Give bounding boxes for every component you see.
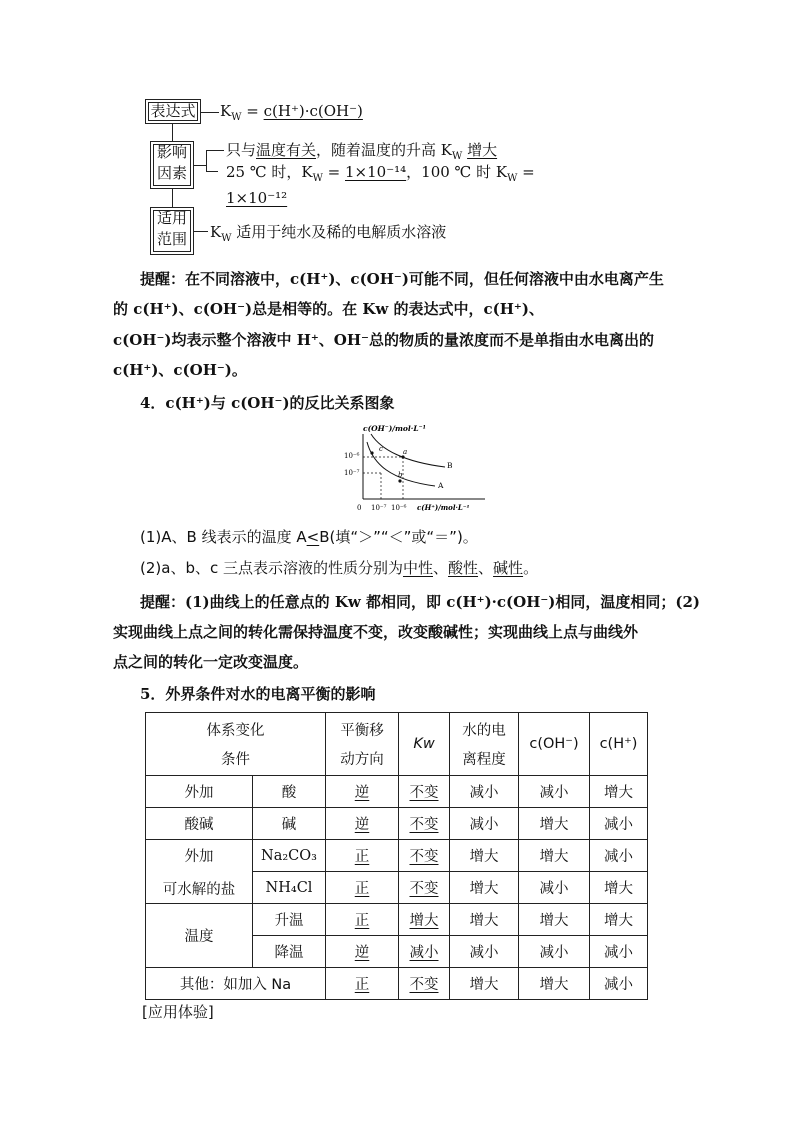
cell-dir: 正 xyxy=(326,872,399,904)
chart-xtick-2: 10⁻⁶ xyxy=(391,504,407,512)
tip2-line2: 实现曲线上点之间的转化需保持温度不变，改变酸碱性；实现曲线上点与曲线外 xyxy=(113,623,639,641)
label-A: A xyxy=(438,481,444,490)
table-row xyxy=(146,776,648,808)
cell-kw: 增大 xyxy=(399,904,450,936)
tip1-line2: 的 c(H⁺)、c(OH⁻)总是相等的。在 Kw 的表达式中，c(H⁺)、 xyxy=(113,300,544,318)
label-a: a xyxy=(403,448,408,456)
point-c xyxy=(370,451,373,454)
cell-kw: 不变 xyxy=(399,968,450,1000)
cell-dir: 逆 xyxy=(326,808,399,840)
water-ionization-table xyxy=(145,712,648,1000)
bracket-stem xyxy=(194,165,206,166)
cell-oh: 增大 xyxy=(519,904,590,936)
cell-kw: 不变 xyxy=(399,776,450,808)
cell-dir: 正 xyxy=(326,968,399,1000)
cell-sub: 碱 xyxy=(253,808,326,840)
cell-h: 减小 xyxy=(590,840,648,872)
table-row xyxy=(146,840,648,872)
cell-deg: 减小 xyxy=(450,936,519,968)
cell-kw: 不变 xyxy=(399,808,450,840)
header-h: c(H⁺) xyxy=(590,713,648,776)
connector-line xyxy=(201,112,219,113)
table-row xyxy=(146,968,648,1000)
point-b xyxy=(398,479,401,482)
table-header-row xyxy=(146,713,648,776)
bracket-top xyxy=(206,150,224,151)
section5-heading: 5．外界条件对水的电离平衡的影响 xyxy=(140,685,376,703)
cell-oh: 减小 xyxy=(519,872,590,904)
label-B: B xyxy=(447,461,453,470)
cell-oh: 减小 xyxy=(519,776,590,808)
cell-deg: 减小 xyxy=(450,776,519,808)
tip1-line3: c(OH⁻)均表示整个溶液中 H⁺、OH⁻总的物质的量浓度而不是单指由水电离出的 xyxy=(113,331,654,349)
group-acid-base-1: 外加 xyxy=(146,776,253,808)
cell-kw: 不变 xyxy=(399,872,450,904)
chart-xlabel: c(H⁺)/mol·L⁻¹ xyxy=(417,503,470,512)
cell-kw: 减小 xyxy=(399,936,450,968)
label-c: c xyxy=(379,445,383,453)
cell-h: 减小 xyxy=(590,936,648,968)
tip1-line4: c(H⁺)、c(OH⁻)。 xyxy=(113,361,247,379)
cell-h: 增大 xyxy=(590,776,648,808)
expression-label-box xyxy=(145,99,201,124)
application-label: [应用体验] xyxy=(142,1003,214,1021)
cell-kw: 不变 xyxy=(399,840,450,872)
tip2-line1: 提醒：(1)曲线上的任意点的 Kw 都相同，即 c(H⁺)·c(OH⁻)相同，温度相同；(2) xyxy=(140,593,701,611)
header-oh: c(OH⁻) xyxy=(519,713,590,776)
cell-dir: 逆 xyxy=(326,936,399,968)
cell-deg: 减小 xyxy=(450,808,519,840)
group-temperature: 温度 xyxy=(146,904,253,968)
cell-deg: 增大 xyxy=(450,968,519,1000)
cell-h: 减小 xyxy=(590,808,648,840)
cell-oh: 增大 xyxy=(519,968,590,1000)
kw-expression: $K_W = c(H^+)\cdot c(OH^-)$ xyxy=(220,102,363,123)
scope-connector xyxy=(194,231,208,232)
inverse-relation-chart xyxy=(335,420,495,520)
tip1-line1: 提醒：在不同溶液中，c(H⁺)、c(OH⁻)可能不同，但任何溶液中由水电离产生 xyxy=(140,270,664,288)
cell-sub: 降温 xyxy=(253,936,326,968)
cell-other-condition: 其他：如加入 Na xyxy=(146,968,326,1000)
table-row xyxy=(146,808,648,840)
section4-heading: 4．c(H⁺)与 c(OH⁻)的反比关系图象 xyxy=(140,394,395,412)
factor-label-box: 影响 因素 xyxy=(150,141,194,189)
scope-label-box: 适用 范围 xyxy=(150,207,194,255)
cell-deg: 增大 xyxy=(450,904,519,936)
scope-text: $K_W$ 适用于纯水及稀的电解质水溶液 xyxy=(210,223,447,244)
vertical-connector xyxy=(172,124,173,141)
cell-dir: 逆 xyxy=(326,776,399,808)
cell-h: 减小 xyxy=(590,968,648,1000)
expression-label: 表达式 xyxy=(150,102,196,120)
tip2-line3: 点之间的转化一定改变温度。 xyxy=(113,653,309,671)
chart-xtick-1: 10⁻⁷ xyxy=(371,504,387,512)
bracket-bottom xyxy=(206,171,218,172)
table-row xyxy=(146,904,648,936)
group-acid-base-2: 酸碱 xyxy=(146,808,253,840)
cell-deg: 增大 xyxy=(450,840,519,872)
cell-dir: 正 xyxy=(326,840,399,872)
factor-line-1: 只与温度有关，随着温度的升高 $K_W$ 增大 xyxy=(226,141,498,162)
chart-xtick-0: 0 xyxy=(357,504,362,512)
header-degree: 水的电 离程度 xyxy=(450,713,519,776)
question-1: (1)A、B 线表示的温度 A<B(填“＞”“＜”或“＝”)。 xyxy=(140,528,478,546)
cell-sub: 酸 xyxy=(253,776,326,808)
cell-deg: 增大 xyxy=(450,872,519,904)
group-hydrolysis-salt: 外加 可水解的盐 xyxy=(146,840,253,904)
factor-line-2: 25 ℃ 时，$K_W = 1\times 10^{-14}$，100 ℃ 时 $K_W$ = xyxy=(226,163,535,184)
vertical-connector-2 xyxy=(172,189,173,207)
cell-sub: 升温 xyxy=(253,904,326,936)
cell-h: 增大 xyxy=(590,872,648,904)
label-b: b xyxy=(398,471,403,479)
chart-ytick-1: 10⁻⁶ xyxy=(344,452,360,460)
bracket-vertical xyxy=(206,150,207,171)
header-condition: 体系变化 条件 xyxy=(146,713,326,776)
cell-sub: Na₂CO₃ xyxy=(253,840,326,872)
header-kw: Kw xyxy=(399,713,450,776)
cell-oh: 增大 xyxy=(519,808,590,840)
kw-formula: c(H⁺)·c(OH⁻) xyxy=(263,102,363,120)
cell-sub: NH₄Cl xyxy=(253,872,326,904)
question-2: (2)a、b、c 三点表示溶液的性质分别为中性、酸性、碱性。 xyxy=(140,559,539,577)
chart-ytick-2: 10⁻⁷ xyxy=(344,469,360,477)
cell-oh: 减小 xyxy=(519,936,590,968)
factor-line-3: 1×10⁻¹² xyxy=(226,189,288,207)
cell-h: 增大 xyxy=(590,904,648,936)
header-direction: 平衡移 动方向 xyxy=(326,713,399,776)
cell-oh: 增大 xyxy=(519,840,590,872)
cell-dir: 正 xyxy=(326,904,399,936)
chart-ylabel: c(OH⁻)/mol·L⁻¹ xyxy=(363,424,426,433)
